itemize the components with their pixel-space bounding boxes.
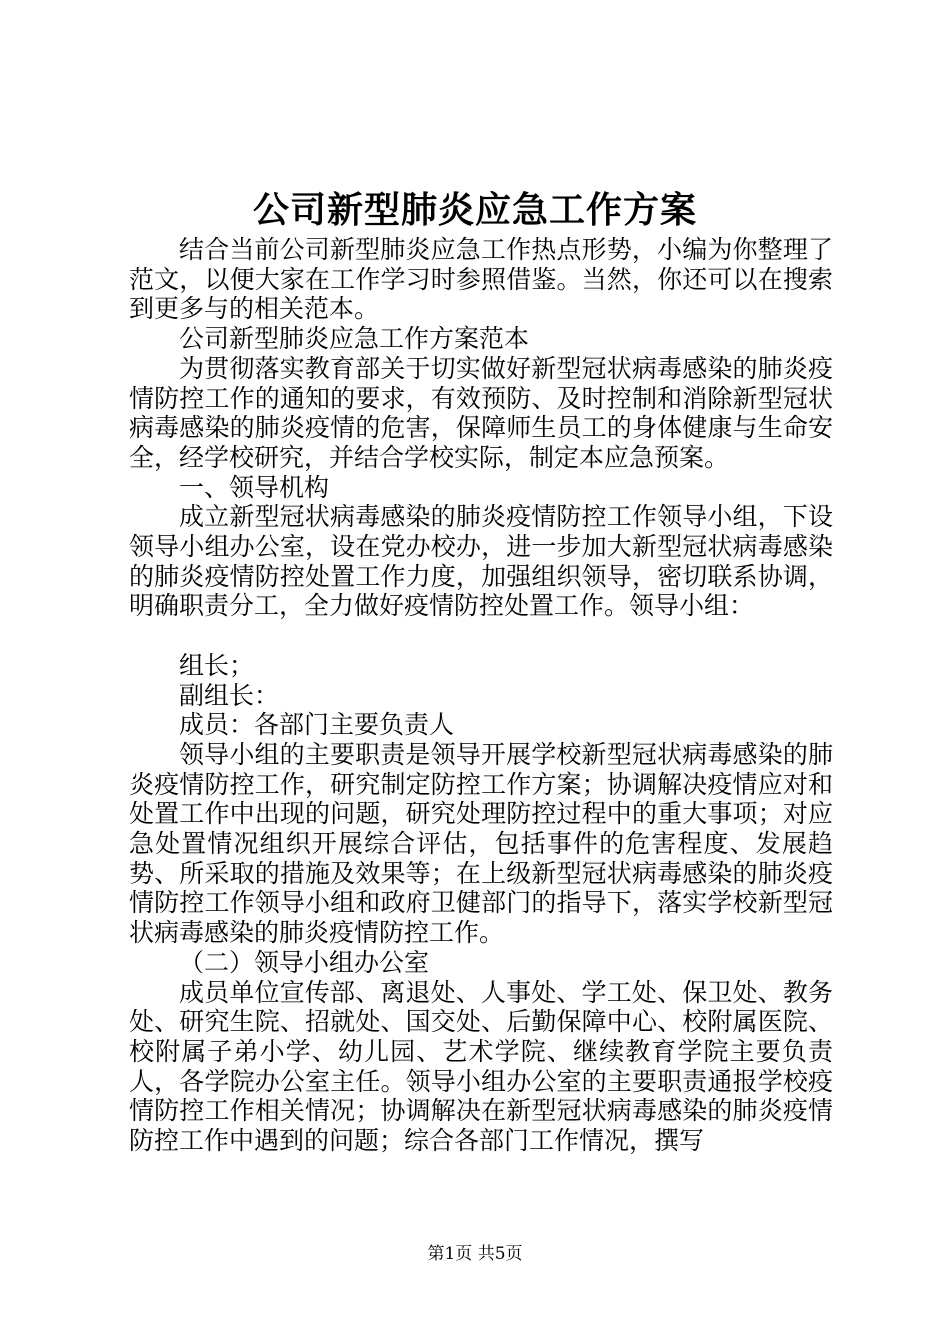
section-heading-leadership: 一、领导机构 bbox=[179, 472, 330, 502]
document-title: 公司新型肺炎应急工作方案 bbox=[252, 189, 697, 231]
document-body bbox=[129, 235, 833, 1156]
duties-paragraph: 领导小组的主要职责是领导开展学校新型冠状病毒感染的肺炎疫情防控工作，研究制定防控工作方案；协调解决疫情应对和处置工作中出现的问题，研究处理防控过程中的重大事项；对应急处置情况组织开展综合评估，包括事件的危害程度、发展趋势、所采取的措施及效果等；在上级新型冠状病毒感染的肺炎疫情防控工作领导小组和政府卫健部门的指导下，落实学校新型冠状病毒感染的肺炎疫情防控工作。 bbox=[129, 739, 833, 948]
members-line: 成员：各部门主要负责人 bbox=[179, 710, 455, 740]
deputy-leader-line: 副组长： bbox=[179, 680, 280, 710]
page-number-footer: 第1页 共5页 bbox=[427, 1244, 523, 1264]
section-heading-template: 公司新型肺炎应急工作方案范本 bbox=[179, 324, 530, 354]
office-paragraph: 成员单位宣传部、离退处、人事处、学工处、保卫处、教务处、研究生院、招就处、国交处、后勤保障中心、校附属医院、校附属子弟小学、幼儿园、艺术学院、继续教育学院主要负责人，各学院办公室主任。领导小组办公室的主要职责通报学校疫情防控工作相关情况；协调解决在新型冠状病毒感染的肺炎疫情防控工作中遇到的问题；综合各部门工作情况，撰写 bbox=[129, 977, 833, 1156]
purpose-paragraph: 为贯彻落实教育部关于切实做好新型冠状病毒感染的肺炎疫情防控工作的通知的要求，有效预防、及时控制和消除新型冠状病毒感染的肺炎疫情的危害，保障师生员工的身体健康与生命安全，经学校研究，并结合学校实际，制定本应急预案。 bbox=[129, 353, 833, 472]
leader-line: 组长； bbox=[179, 650, 255, 680]
intro-paragraph: 结合当前公司新型肺炎应急工作热点形势，小编为你整理了范文，以便大家在工作学习时参照借鉴。当然，你还可以在搜索到更多与的相关范本。 bbox=[129, 235, 833, 324]
leadership-paragraph: 成立新型冠状病毒感染的肺炎疫情防控工作领导小组，下设领导小组办公室，设在党办校办，进一步加大新型冠状病毒感染的肺炎疫情防控处置工作力度，加强组织领导，密切联系协调，明确职责分工，全力做好疫情防控处置工作。领导小组： bbox=[129, 502, 833, 621]
section-heading-office: （二）领导小组办公室 bbox=[179, 947, 430, 977]
